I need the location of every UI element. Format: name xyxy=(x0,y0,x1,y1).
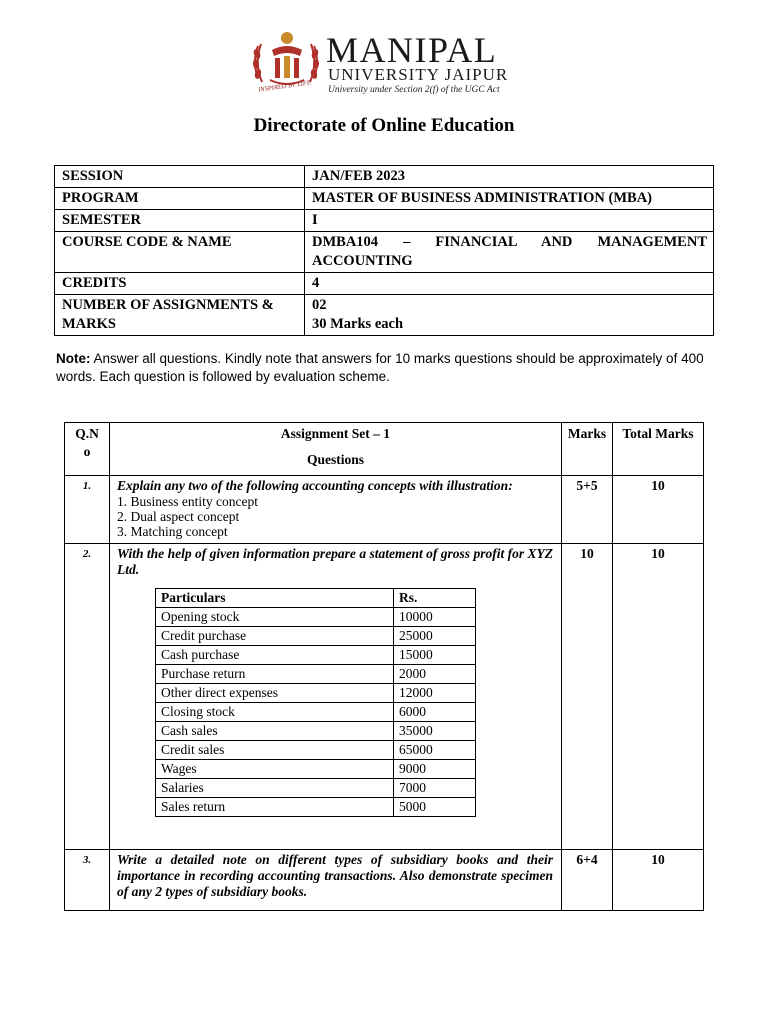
qno-header-line: o xyxy=(83,444,91,459)
table-row xyxy=(156,722,476,741)
particular-amount: 6000 xyxy=(394,703,476,722)
particular-amount: 12000 xyxy=(394,684,476,703)
table-row xyxy=(156,608,476,627)
table-row xyxy=(156,684,476,703)
question-total: 10 xyxy=(613,850,704,911)
info-value xyxy=(305,295,714,336)
particular-name: Credit purchase xyxy=(156,627,394,646)
info-key: COURSE CODE & NAME xyxy=(55,232,305,273)
table-row xyxy=(156,779,476,798)
particular-name: Opening stock xyxy=(156,608,394,627)
particular-name: Cash sales xyxy=(156,722,394,741)
info-row-session xyxy=(55,166,714,188)
particular-amount: 25000 xyxy=(394,627,476,646)
table-row xyxy=(156,741,476,760)
brand-subtitle: UNIVERSITY JAIPUR xyxy=(328,65,509,84)
info-key: SEMESTER xyxy=(55,210,305,232)
info-value xyxy=(305,232,714,273)
question-number: 3. xyxy=(65,850,110,911)
questions-header xyxy=(110,423,562,476)
question-number: 1. xyxy=(65,476,110,544)
particulars-header: Particulars xyxy=(156,589,394,608)
particulars-header-row xyxy=(156,589,476,608)
question-cell xyxy=(110,544,562,850)
particular-name: Other direct expenses xyxy=(156,684,394,703)
qno-header-line: Q.N xyxy=(75,426,99,441)
table-row xyxy=(156,760,476,779)
info-value: MASTER OF BUSINESS ADMINISTRATION (MBA) xyxy=(305,188,714,210)
question-row xyxy=(65,850,704,911)
question-option: 3. Matching concept xyxy=(117,524,228,539)
particular-amount: 9000 xyxy=(394,760,476,779)
question-option: 1. Business entity concept xyxy=(117,494,258,509)
info-key-line: NUMBER OF ASSIGNMENTS & xyxy=(62,297,274,313)
note-label: Note: xyxy=(56,351,91,366)
questions-label: Questions xyxy=(306,452,364,467)
particular-amount: 15000 xyxy=(394,646,476,665)
particulars-table xyxy=(155,588,476,817)
info-row-credits xyxy=(55,273,714,295)
question-text: With the help of given information prepare a statement of gross profit for XYZ Ltd. xyxy=(117,546,553,577)
info-value: 4 xyxy=(305,273,714,295)
question-number: 2. xyxy=(65,544,110,850)
course-info-table xyxy=(54,165,714,336)
particular-amount: 10000 xyxy=(394,608,476,627)
question-text: Explain any two of the following accounting concepts with illustration: xyxy=(117,478,513,493)
info-value-line: 02 xyxy=(312,297,327,313)
question-row xyxy=(65,544,704,850)
table-row xyxy=(156,627,476,646)
particular-amount: 7000 xyxy=(394,779,476,798)
info-value: I xyxy=(305,210,714,232)
question-marks: 10 xyxy=(562,544,613,850)
seal-motto: INSPIRED BY LIFE xyxy=(257,79,312,94)
table-row xyxy=(156,646,476,665)
info-key xyxy=(55,295,305,336)
particular-amount: 35000 xyxy=(394,722,476,741)
particular-name: Sales return xyxy=(156,798,394,817)
particular-name: Purchase return xyxy=(156,665,394,684)
info-row-course xyxy=(55,232,714,273)
particular-amount: 2000 xyxy=(394,665,476,684)
brand-name: MANIPAL xyxy=(326,30,498,70)
table-row xyxy=(156,798,476,817)
note-text: Answer all questions. Kindly note that answers for 10 marks questions should be approximately of 400 words. Each question is followed by evaluation scheme. xyxy=(56,351,704,384)
total-marks-header: Total Marks xyxy=(613,423,704,476)
info-value-line: ACCOUNTING xyxy=(312,253,413,269)
particular-name: Credit sales xyxy=(156,741,394,760)
question-marks: 6+4 xyxy=(562,850,613,911)
table-row xyxy=(156,703,476,722)
info-key: CREDITS xyxy=(55,273,305,295)
particular-name: Salaries xyxy=(156,779,394,798)
brand-tagline: University under Section 2(f) of the UGC Act xyxy=(328,85,500,95)
info-row-semester xyxy=(55,210,714,232)
assignment-table xyxy=(64,422,704,911)
question-total: 10 xyxy=(613,544,704,850)
particular-amount: 65000 xyxy=(394,741,476,760)
particular-name: Wages xyxy=(156,760,394,779)
table-row xyxy=(156,665,476,684)
info-key-line: MARKS xyxy=(62,316,116,332)
qno-header xyxy=(65,423,110,476)
page-title: Directorate of Online Education xyxy=(253,115,515,136)
info-value: JAN/FEB 2023 xyxy=(305,166,714,188)
particular-name: Closing stock xyxy=(156,703,394,722)
assignment-header-row xyxy=(65,423,704,476)
question-cell xyxy=(110,476,562,544)
amount-header: Rs. xyxy=(394,589,476,608)
info-value-line: 30 Marks each xyxy=(312,316,404,332)
info-key: PROGRAM xyxy=(55,188,305,210)
instructions-note xyxy=(56,350,716,386)
particular-amount: 5000 xyxy=(394,798,476,817)
info-key: SESSION xyxy=(55,166,305,188)
info-row-program xyxy=(55,188,714,210)
info-value-line: DMBA104 – FINANCIAL AND MANAGEMENT xyxy=(312,234,707,250)
assignment-set-title: Assignment Set – 1 xyxy=(280,426,391,441)
question-total: 10 xyxy=(613,476,704,544)
particular-name: Cash purchase xyxy=(156,646,394,665)
university-logo xyxy=(248,28,528,100)
question-text: Write a detailed note on different types of subsidiary books and their importance in recording accounting transactions. Also demonstrate specimen of any 2 types of subsidiary books. xyxy=(117,852,553,899)
info-row-assignments xyxy=(55,295,714,336)
question-row xyxy=(65,476,704,544)
marks-header: Marks xyxy=(562,423,613,476)
question-option: 2. Dual aspect concept xyxy=(117,509,240,524)
question-marks: 5+5 xyxy=(562,476,613,544)
question-cell xyxy=(110,850,562,911)
